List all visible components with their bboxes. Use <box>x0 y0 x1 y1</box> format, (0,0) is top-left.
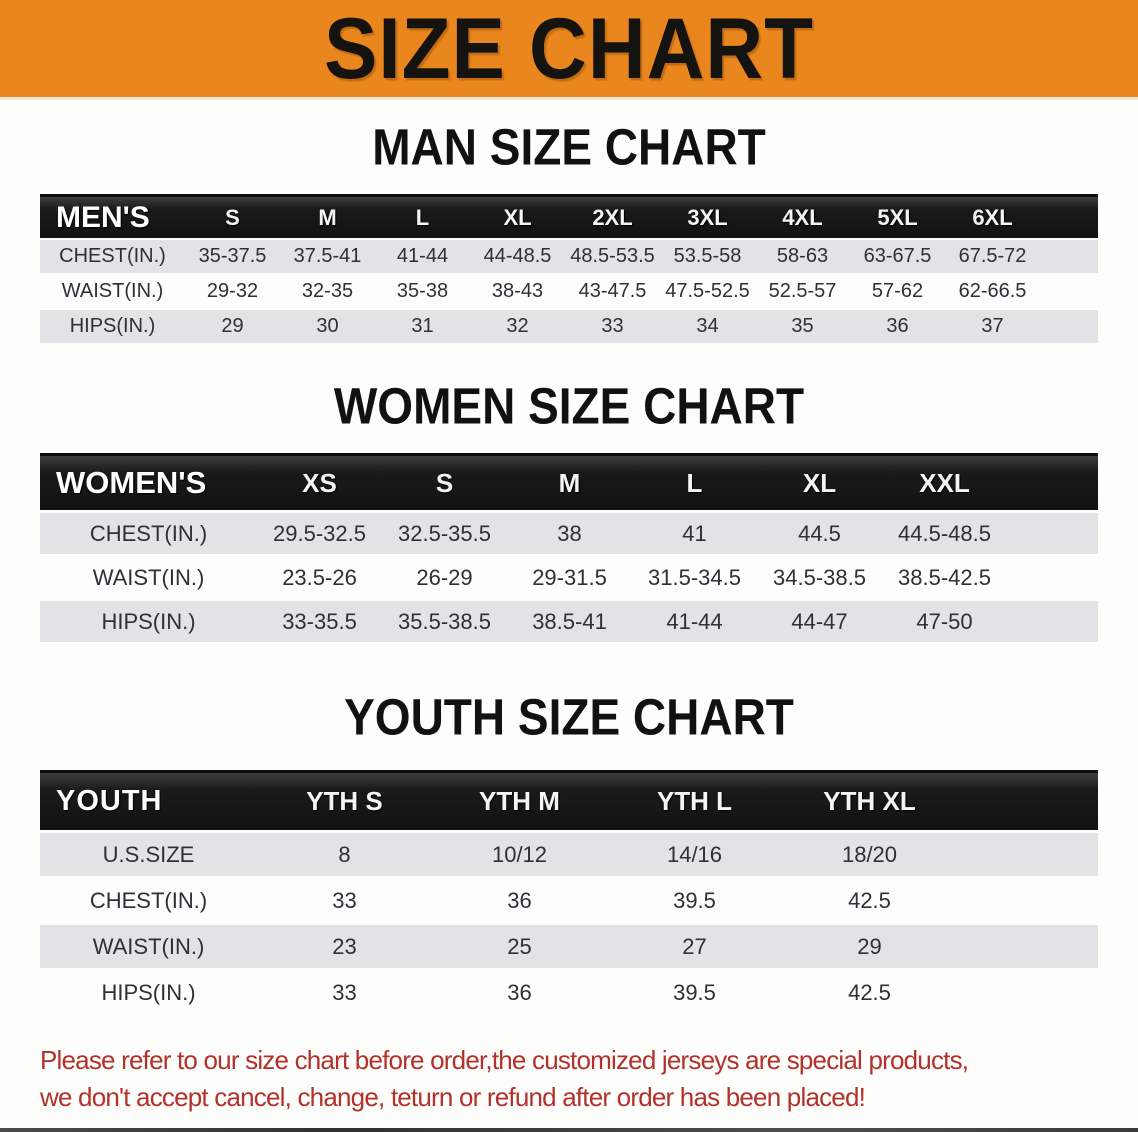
table-cell: 23.5-26 <box>282 564 357 590</box>
column-header: 5XL <box>877 204 918 230</box>
column-header: S <box>435 467 454 498</box>
column-header: L <box>686 467 703 498</box>
table-cell: 48.5-53.5 <box>570 245 655 267</box>
table-header-row <box>40 453 1098 510</box>
table-cell: 67.5-72 <box>958 245 1027 267</box>
table-cell: 44.5 <box>798 520 841 546</box>
table-row <box>40 513 1098 554</box>
column-header: YTH XL <box>823 786 916 816</box>
footer-disclaimer-line1: Please refer to our size chart before order,the customized jerseys are special products, <box>40 1045 969 1075</box>
men-size-table <box>40 194 1098 343</box>
table-cell: 44-48.5 <box>483 245 552 267</box>
table-cell: 35-37.5 <box>198 245 267 267</box>
row-label: CHEST(IN.) <box>89 520 208 546</box>
row-label: CHEST(IN.) <box>59 245 166 267</box>
column-header: YTH M <box>479 786 560 816</box>
table-cell: 27 <box>682 933 707 959</box>
row-label: HIPS(IN.) <box>69 315 156 337</box>
table-cell: 41-44 <box>396 245 449 267</box>
table-cell: 39.5 <box>673 979 716 1005</box>
table-row <box>40 310 1098 343</box>
table-cell: 31 <box>411 315 434 337</box>
women-section-title: WOMEN SIZE CHART <box>333 377 805 435</box>
men-section-title: MAN SIZE CHART <box>372 118 766 176</box>
table-cell: 44.5-48.5 <box>898 520 991 546</box>
bottom-edge-divider <box>0 1128 1138 1132</box>
table-cell: 34.5-38.5 <box>773 564 866 590</box>
column-header: YTH L <box>656 786 733 816</box>
row-label: WAIST(IN.) <box>92 564 205 590</box>
column-header: S <box>225 204 240 230</box>
table-cell: 32.5-35.5 <box>398 520 491 546</box>
row-label: U.S.SIZE <box>102 841 195 867</box>
column-header: 3XL <box>687 204 728 230</box>
table-cell: 32-35 <box>301 280 354 302</box>
table-cell: 35-38 <box>396 280 449 302</box>
table-cell: 41 <box>682 520 707 546</box>
table-cell: 52.5-57 <box>768 280 837 302</box>
table-row <box>40 557 1098 598</box>
row-label: CHEST(IN.) <box>89 887 208 913</box>
table-cell: 33 <box>332 887 357 913</box>
table-cell: 44-47 <box>791 608 848 634</box>
table-cell: 34 <box>696 315 719 337</box>
table-cell: 41-44 <box>666 608 723 634</box>
table-cell: 33-35.5 <box>282 608 357 634</box>
column-header: 6XL <box>972 204 1013 230</box>
column-header: XL <box>802 467 837 498</box>
table-cell: 47-50 <box>916 608 973 634</box>
table-cell: 29 <box>857 933 882 959</box>
table-cell: 30 <box>316 315 339 337</box>
table-cell: 35 <box>791 315 814 337</box>
table-group-label: YOUTH <box>56 785 163 817</box>
column-header: YTH S <box>306 786 383 816</box>
row-label: HIPS(IN.) <box>101 979 196 1005</box>
youth-section-title: YOUTH SIZE CHART <box>344 688 794 746</box>
table-row <box>40 601 1098 642</box>
table-cell: 25 <box>507 933 532 959</box>
table-cell: 36 <box>507 979 532 1005</box>
table-cell: 37 <box>981 315 1004 337</box>
table-cell: 39.5 <box>673 887 716 913</box>
column-header: M <box>558 467 581 498</box>
table-cell: 10/12 <box>491 841 548 867</box>
table-cell: 23 <box>332 933 357 959</box>
table-cell: 38.5-41 <box>532 608 607 634</box>
row-label: WAIST(IN.) <box>92 933 205 959</box>
table-cell: 38-43 <box>491 280 544 302</box>
table-cell: 29 <box>221 315 244 337</box>
table-cell: 47.5-52.5 <box>665 280 750 302</box>
table-row <box>40 240 1098 273</box>
row-label: HIPS(IN.) <box>101 608 196 634</box>
table-cell: 33 <box>332 979 357 1005</box>
size-chart-banner <box>0 0 1138 100</box>
column-header: L <box>415 204 430 230</box>
table-cell: 42.5 <box>848 887 891 913</box>
table-cell: 14/16 <box>666 841 723 867</box>
column-header: 4XL <box>782 204 823 230</box>
table-cell: 42.5 <box>848 979 891 1005</box>
table-cell: 58-63 <box>776 245 829 267</box>
table-cell: 62-66.5 <box>958 280 1027 302</box>
table-row <box>40 925 1098 968</box>
table-cell: 29-32 <box>206 280 259 302</box>
table-cell: 29.5-32.5 <box>273 520 366 546</box>
table-cell: 33 <box>601 315 624 337</box>
women-size-table <box>40 453 1098 642</box>
table-cell: 38.5-42.5 <box>898 564 991 590</box>
table-group-label: WOMEN'S <box>56 465 207 500</box>
table-cell: 37.5-41 <box>293 245 362 267</box>
table-cell: 18/20 <box>841 841 898 867</box>
table-row <box>40 833 1098 876</box>
youth-size-table <box>40 770 1098 1014</box>
column-header: M <box>318 204 337 230</box>
column-header: 2XL <box>592 204 633 230</box>
table-cell: 29-31.5 <box>532 564 607 590</box>
column-header: XL <box>503 204 532 230</box>
table-cell: 31.5-34.5 <box>648 564 741 590</box>
row-label: WAIST(IN.) <box>61 280 164 302</box>
table-cell: 63-67.5 <box>863 245 932 267</box>
table-cell: 38 <box>557 520 582 546</box>
table-group-label: MEN'S <box>56 200 150 234</box>
table-cell: 35.5-38.5 <box>398 608 491 634</box>
table-row <box>40 275 1098 308</box>
footer-disclaimer <box>40 1042 1138 1116</box>
table-cell: 8 <box>338 841 351 867</box>
table-cell: 26-29 <box>416 564 473 590</box>
table-cell: 43-47.5 <box>578 280 647 302</box>
table-row <box>40 879 1098 922</box>
column-header: XS <box>302 467 337 498</box>
table-cell: 36 <box>507 887 532 913</box>
table-header-row <box>40 770 1098 830</box>
table-cell: 36 <box>886 315 909 337</box>
footer-disclaimer-line2: we don't accept cancel, change, teturn or refund after order has been placed! <box>40 1082 866 1112</box>
table-row <box>40 971 1098 1014</box>
table-header-row <box>40 194 1098 238</box>
table-cell: 32 <box>506 315 529 337</box>
table-cell: 57-62 <box>871 280 924 302</box>
column-header: XXL <box>919 467 970 498</box>
table-cell: 53.5-58 <box>673 245 742 267</box>
banner-title: SIZE CHART <box>324 0 814 97</box>
